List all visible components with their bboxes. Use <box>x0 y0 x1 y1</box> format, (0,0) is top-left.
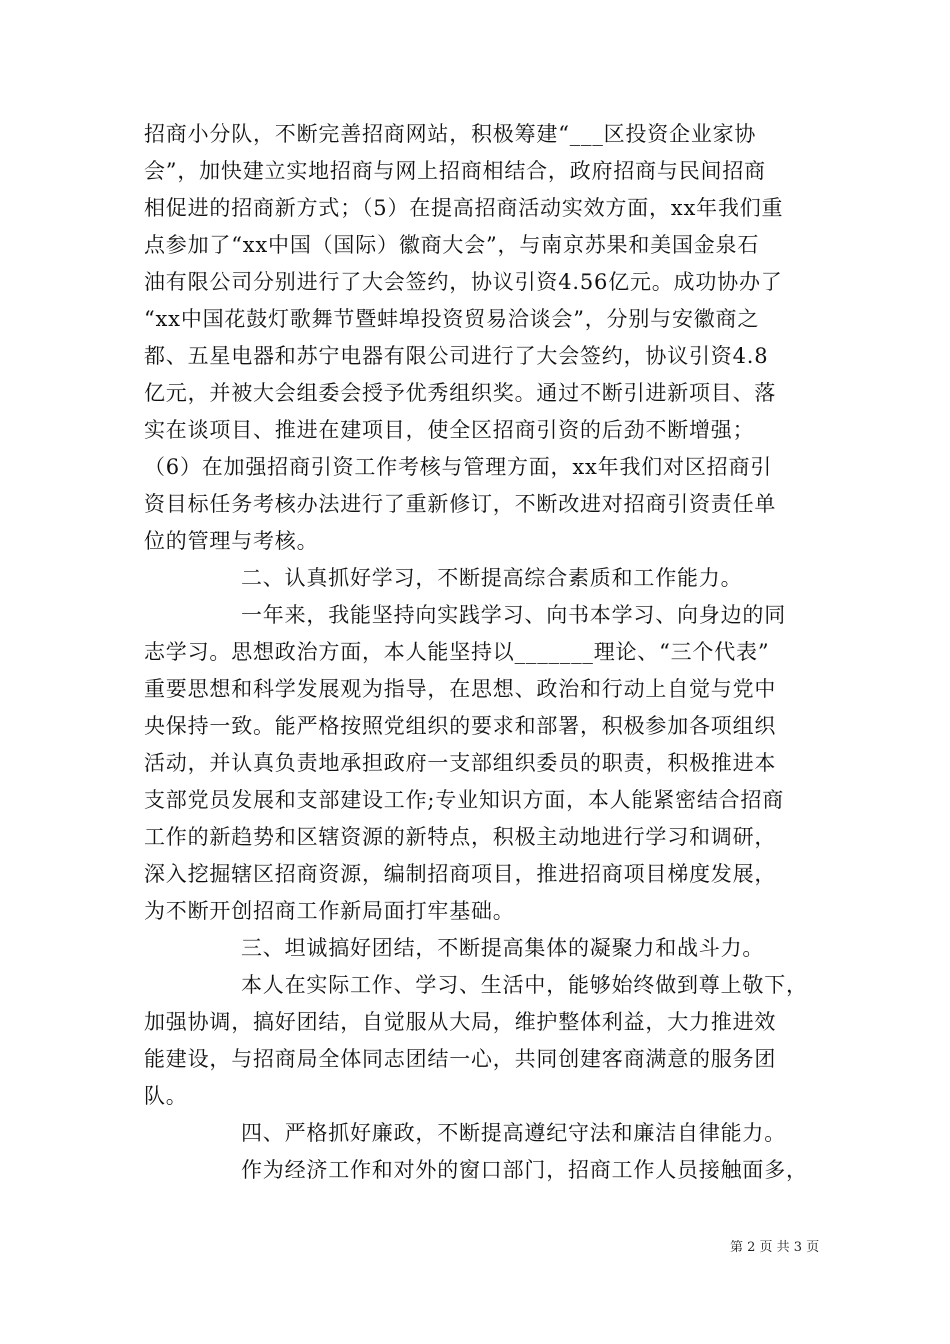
text-line: 油有限公司分别进行了大会签约，协议引资4.56亿元。成功协办了 <box>144 270 783 294</box>
text-line: 为不断开创招商工作新局面打牢基础。 <box>144 899 515 923</box>
page-footer: 第 2 页 共 3 页 <box>730 1240 820 1255</box>
text-line: （6）在加强招商引资工作考核与管理方面，xx年我们对区招商引 <box>144 455 773 479</box>
text-line: 活动，并认真负责地承担政府一支部组织委员的职责，积极推进本 <box>144 751 777 775</box>
text-line: 资目标任务考核办法进行了重新修订，不断改进对招商引资责任单 <box>144 492 777 516</box>
text-line: 会”，加快建立实地招商与网上招商相结合，政府招商与民间招商 <box>144 159 766 183</box>
text-line: 亿元，并被大会组委会授予优秀组织奖。通过不断引进新项目、落 <box>144 381 777 405</box>
text-line: 工作的新趋势和区辖资源的新特点，积极主动地进行学习和调研， <box>144 825 777 849</box>
text-line: 深入挖掘辖区招商资源，编制招商项目，推进招商项目梯度发展， <box>144 862 777 886</box>
text-line: 位的管理与考核。 <box>144 529 319 553</box>
text-line: 支部党员发展和支部建设工作;专业知识方面，本人能紧密结合招商 <box>144 788 785 812</box>
text-line: 能建设，与招商局全体同志团结一心，共同创建客商满意的服务团 <box>144 1047 777 1071</box>
text-line: 一年来，我能坚持向实践学习、向书本学习、向身边的同 <box>241 603 786 627</box>
text-line: “xx中国花鼓灯歌舞节暨蚌埠投资贸易洽谈会”，分别与安徽商之 <box>144 307 760 331</box>
body-text <box>144 116 834 1189</box>
text-line: 央保持一致。能严格按照党组织的要求和部署，积极参加各项组织 <box>144 714 777 738</box>
text-line: 三、坦诚搞好团结，不断提高集体的凝聚力和战斗力。 <box>241 936 765 960</box>
text-line: 点参加了“xx中国（国际）徽商大会”，与南京苏果和美国金泉石 <box>144 233 760 257</box>
text-line: 招商小分队，不断完善招商网站，积极筹建“___区投资企业家协 <box>144 122 757 146</box>
text-line: 本人在实际工作、学习、生活中，能够始终做到尊上敬下， <box>241 973 808 997</box>
text-line: 都、五星电器和苏宁电器有限公司进行了大会签约，协议引资4.8 <box>144 344 769 368</box>
text-line: 实在谈项目、推进在建项目，使全区招商引资的后劲不断增强； <box>144 418 755 442</box>
text-line: 志学习。思想政治方面，本人能坚持以_______理论、“三个代表” <box>144 640 770 664</box>
text-line: 相促进的招商新方式；（5）在提高招商活动实效方面，xx年我们重 <box>144 196 784 220</box>
text-line: 四、严格抓好廉政，不断提高遵纪守法和廉洁自律能力。 <box>241 1121 786 1145</box>
text-line: 队。 <box>144 1084 188 1108</box>
text-line: 二、认真抓好学习，不断提高综合素质和工作能力。 <box>241 566 743 590</box>
text-line: 重要思想和科学发展观为指导，在思想、政治和行动上自觉与党中 <box>144 677 777 701</box>
text-line: 加强协调，搞好团结，自觉服从大局，维护整体利益，大力推进效 <box>144 1010 777 1034</box>
text-line: 作为经济工作和对外的窗口部门，招商工作人员接触面多， <box>241 1158 808 1182</box>
